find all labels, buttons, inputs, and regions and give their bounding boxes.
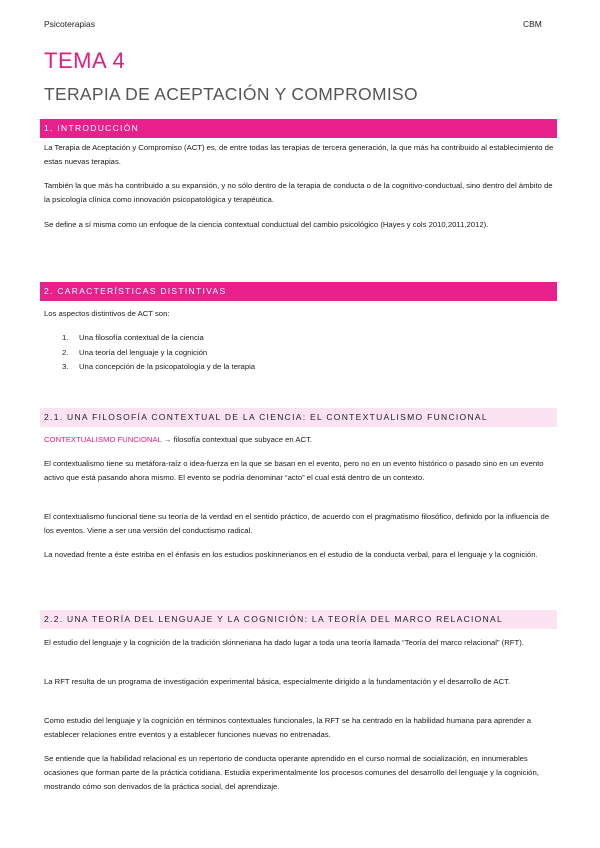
paragraph-rft-4: Se entiende que la habilidad relacional es un repertorio de conducta operante aprendido en el curso normal de socialización, en innumerables ocasiones que forman parte de la práctica cotidiana. Estudia experimentalmente los procesos comunes del desarrollo del lenguaje y la cognición, mostrando cómo son derivados de la práctica social, del aprendizaje. (44, 754, 539, 791)
term-definition-line (44, 433, 556, 447)
tema-number: TEMA 4 (44, 48, 126, 73)
paragraph-aspectos-intro: Los aspectos distintivos de ACT son: (44, 309, 170, 318)
section-heading-caracteristicas: 2. CARACTERÍSTICAS DISTINTIVAS (40, 282, 557, 301)
characteristics-list (62, 331, 255, 375)
paragraph-rft-3: Como estudio del lenguaje y la cognición en términos contextuales funcionales, la RFT se ha centrado en la habilidad humana para aprender a establecer relaciones entre eventos y a establecer funciones nuevas no entrenadas. (44, 716, 532, 739)
arrow-right-icon: → (163, 435, 172, 444)
list-item: 3. Una concepción de la psicopatología y de la terapia (62, 362, 256, 371)
subsection-heading-contextualismo: 2.1. UNA FILOSOFÍA CONTEXTUAL DE LA CIENCIA: EL CONTEXTUALISMO FUNCIONAL (40, 408, 557, 427)
running-header-author: CBM (523, 19, 542, 29)
paragraph-contextualismo-1: El contextualismo tiene su metáfora-raíz o idea-fuerza en la que se basan en el evento, pero no en un evento histórico o pasado sino en un evento activo que está pasando ahora mismo. El evento se podría denominar “acto” el cual está dentro de un contexto. (44, 459, 544, 482)
document-title: TERAPIA DE ACEPTACIÓN Y COMPROMISO (44, 84, 418, 104)
paragraph-contextualismo-3: La novedad frente a éste estriba en el énfasis en los estudios poskinnerianos en el estudio de la conducta verbal, para el lenguaje y la cognición. (44, 550, 538, 559)
paragraph-intro-1: La Terapia de Aceptación y Compromiso (ACT) es, de entre todas las terapias de tercera generación, la que más ha contribuido al establecimiento de estas nuevas terapias. (44, 143, 554, 166)
paragraph-rft-2: La RFT resulta de un programa de investigación experimental básica, especialmente dirigido a la fundamentación y el desarrollo de ACT. (44, 677, 511, 686)
paragraph-contextualismo-2: El contextualismo funcional tiene su teoría de la verdad en el sentido práctico, de acuerdo con el pragmatismo filosófico, definido por la influencia de los eventos. Viene a ser una versión del conductismo radical. (44, 512, 550, 535)
section-heading-introduccion: 1. INTRODUCCIÓN (40, 119, 557, 138)
list-item: 1. Una filosofía contextual de la ciencia (62, 333, 204, 342)
paragraph-intro-3: Se define a sí misma como un enfoque de la ciencia contextual conductual del cambio psicológico (Hayes y cols 2010,2011,2012). (44, 220, 489, 229)
term-contextualismo-funcional: CONTEXTUALISMO FUNCIONAL (44, 435, 162, 444)
paragraph-intro-2: También la que más ha contribuido a su expansión, y no sólo dentro de la terapia de conducta o de la cognitivo-conductual, sino dentro del ámbito de la psicología clínica como innovación psicopatológica y terapéutica. (44, 181, 553, 204)
list-item: 2. Una teoría del lenguaje y la cognición (62, 347, 208, 357)
paragraph-rft-1: El estudio del lenguaje y la cognición de la tradición skinneriana ha dado lugar a toda una teoría llamada “Teoría del marco relacional” (RFT). (44, 638, 524, 647)
subsection-heading-marco-relacional: 2.2. UNA TEORÍA DEL LENGUAJE Y LA COGNICIÓN: LA TEORÍA DEL MARCO RELACIONAL (40, 610, 557, 629)
running-header-subject: Psicoterapias (44, 19, 96, 29)
term-definition: filosofía contextual que subyace en ACT. (173, 435, 313, 444)
